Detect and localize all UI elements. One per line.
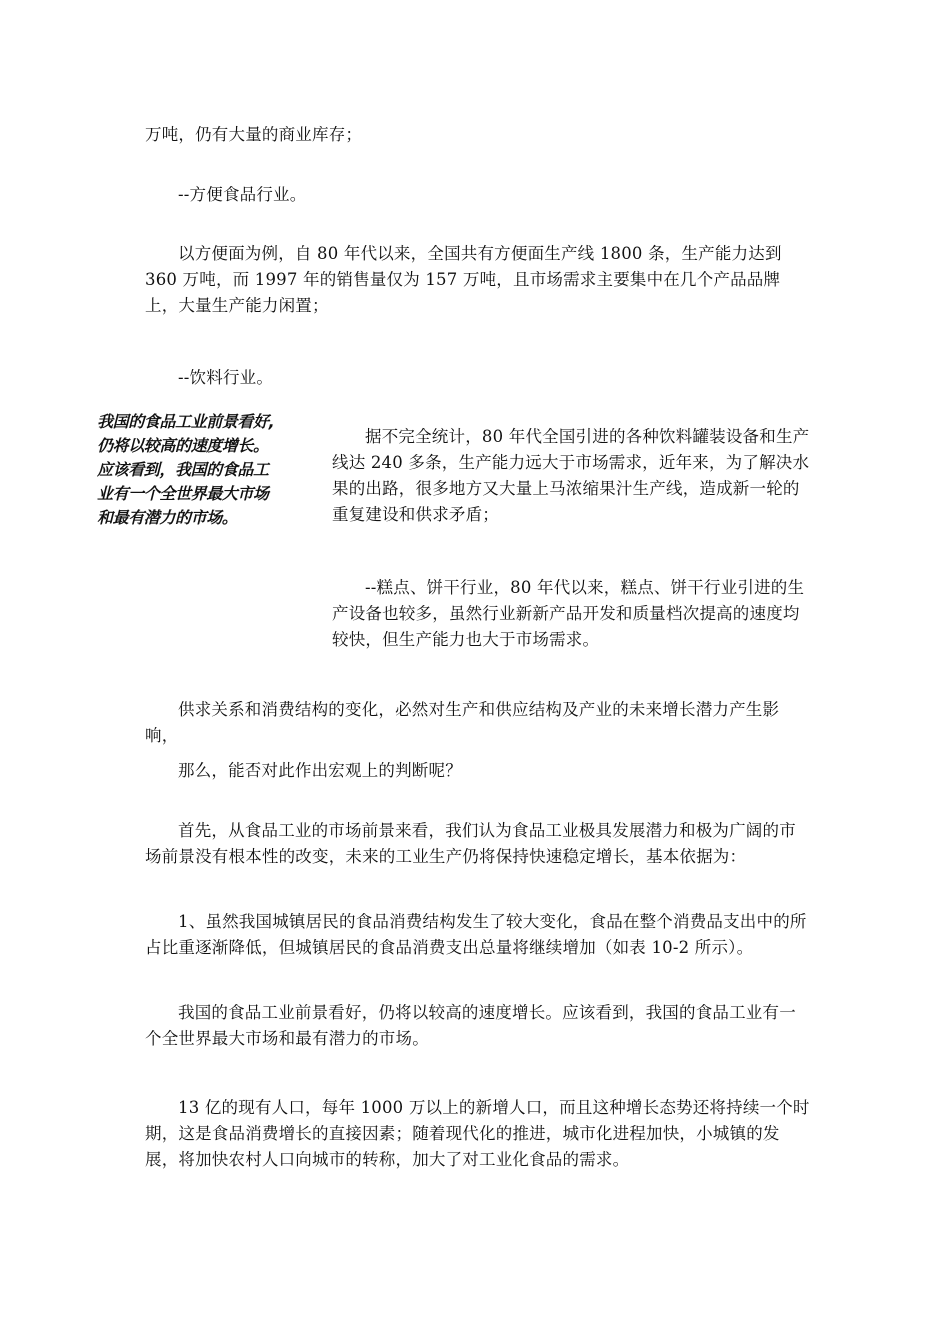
paragraph-instant-noodles: 以方便面为例，自 80 年代以来，全国共有方便面生产线 1800 条，生产能力达到 360 万吨，而 1997 年的销售量仅为 157 万吨，且市场需求主要集中在几个产品品牌上，大量生产能力闲置； — [145, 244, 788, 315]
paragraph-consumption-structure: 1、虽然我国城镇居民的食品消费结构发生了较大变化，食品在整个消费品支出中的所占比重逐渐降低，但城镇居民的食品消费支出总量将继续增加（如表 10-2 所示）。 — [145, 912, 807, 957]
pull-quote-line: 应该看到，我国的食品工 — [97, 460, 269, 479]
paragraph-supply-demand: 供求关系和消费结构的变化，必然对生产和供应结构及产业的未来增长潜力产生影响， — [145, 700, 780, 745]
paragraph-beverage-equipment: 据不完全统计，80 年代全国引进的各种饮料罐装设备和生产线达 240 多条，生产能力远大于市场需求，近年来，为了解决水果的出路，很多地方又大量上马浓缩果汁生产线，造成新一轮的重复建设和供求矛盾； — [332, 427, 810, 524]
heading-instant-food: --方便食品行业。 — [178, 185, 307, 204]
heading-beverage: --饮料行业。 — [178, 368, 274, 387]
paragraph-pastry-biscuit: --糕点、饼干行业，80 年代以来，糕点、饼干行业引进的生产设备也较多，虽然行业新新产品开发和质量档次提高的速度均较快，但生产能力也大于市场需求。 — [332, 578, 805, 649]
paragraph-industry-outlook: 我国的食品工业前景看好，仍将以较高的速度增长。应该看到，我国的食品工业有一个全世界最大市场和最有潜力的市场。 — [145, 1003, 796, 1048]
pull-quote-line: 我国的食品工业前景看好, — [97, 412, 275, 431]
paragraph-population: 13 亿的现有人口，每年 1000 万以上的新增人口，而且这种增长态势还将持续一个时期，这是食品消费增长的直接因素；随着现代化的推进，城市化进程加快，小城镇的发展，将加快农村人口向城市的转称，加大了对工业化食品的需求。 — [145, 1098, 810, 1169]
paragraph-question: 那么，能否对此作出宏观上的判断呢？ — [178, 761, 462, 780]
pull-quote — [97, 410, 309, 530]
paragraph-market-prospect: 首先，从食品工业的市场前景来看，我们认为食品工业极具发展潜力和极为广阔的市场前景没有根本性的改变，未来的工业生产仍将保持快速稳定增长，基本依据为： — [145, 821, 796, 866]
pull-quote-line: 和最有潜力的市场。 — [97, 508, 238, 527]
paragraph-inventory-end: 万吨，仍有大量的商业库存； — [145, 125, 363, 144]
pull-quote-line: 仍将以较高的速度增长。 — [97, 436, 269, 455]
pull-quote-line: 业有一个全世界最大市场 — [97, 484, 269, 503]
